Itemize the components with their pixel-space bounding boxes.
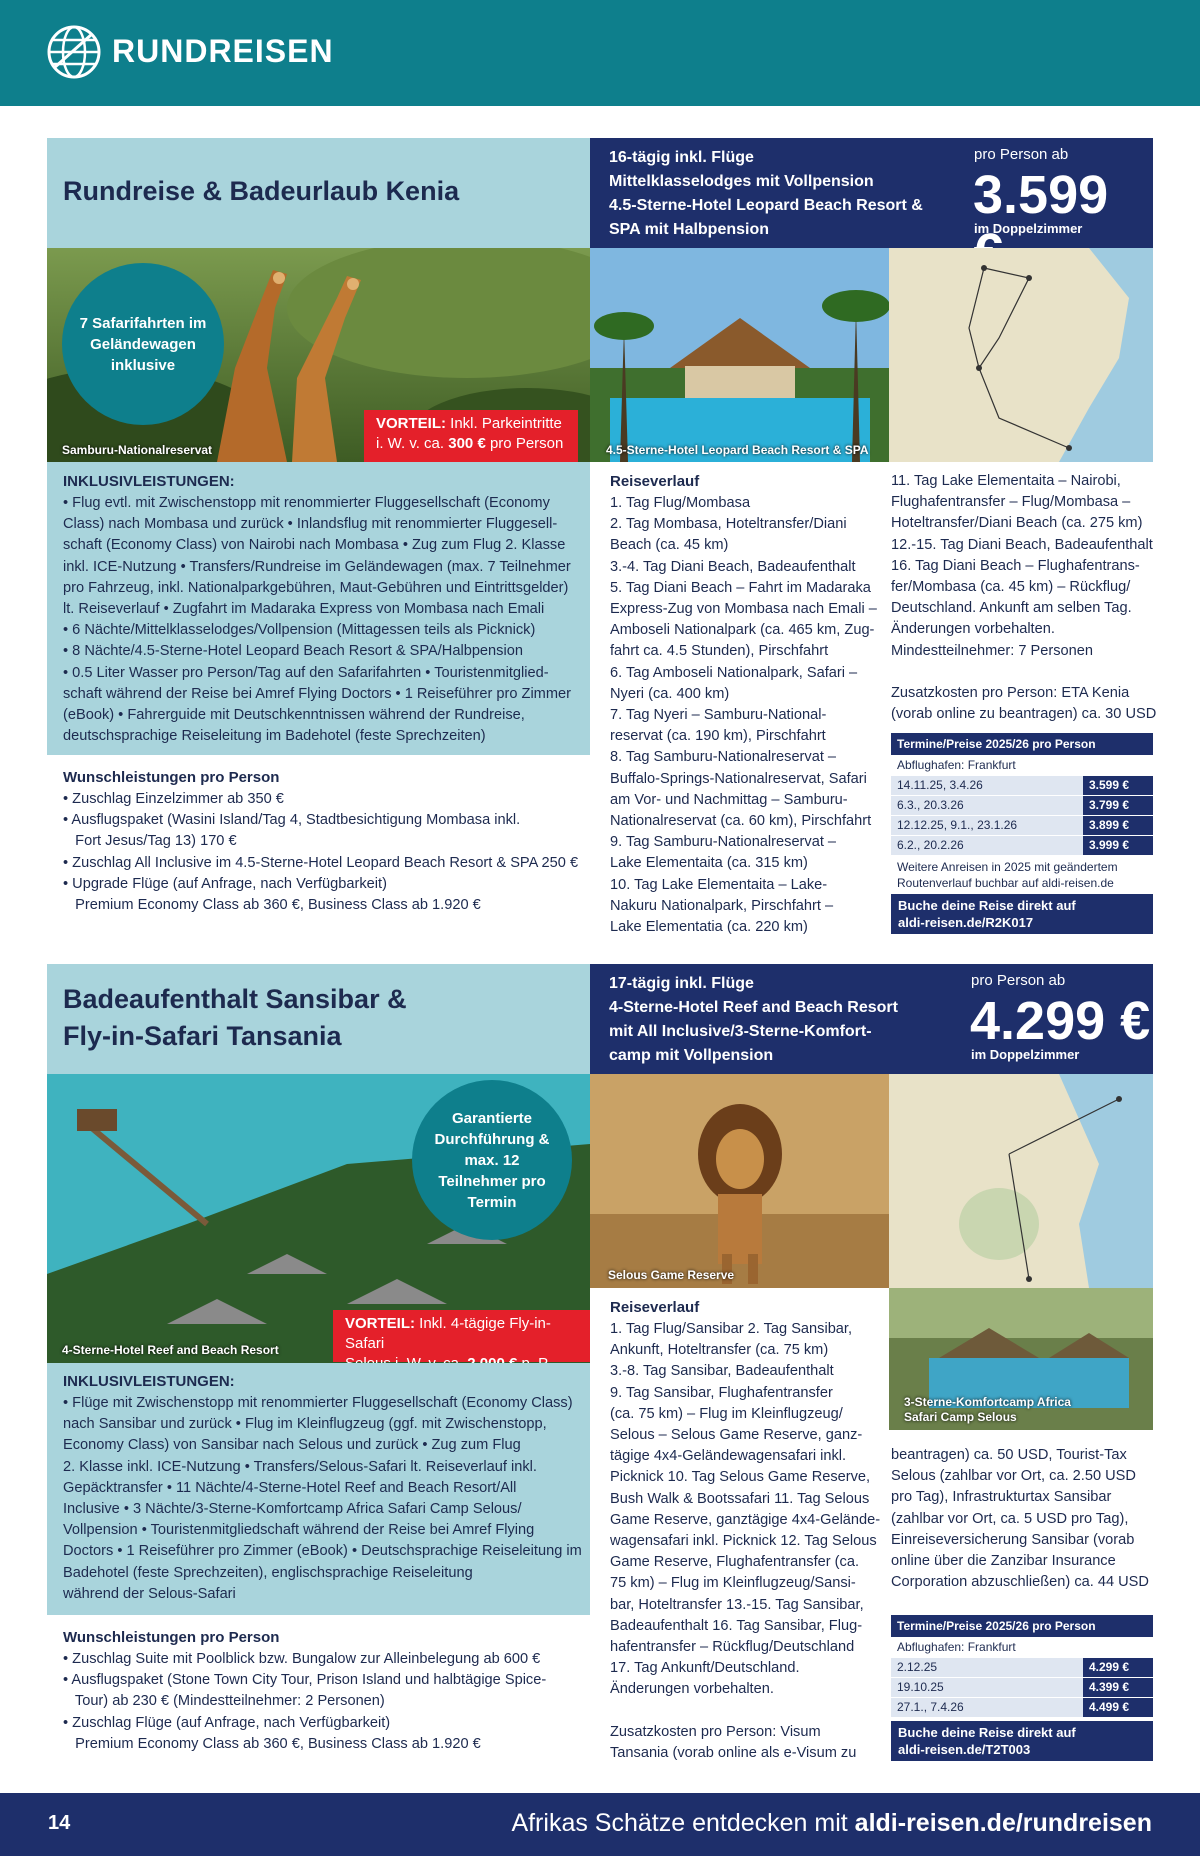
inclusive-list — [63, 493, 571, 747]
text-line: lt. Reiseverlauf • Zugfahrt im Madaraka Express von Mombasa nach Emali — [63, 601, 545, 618]
image-caption: 4.5-Sterne-Hotel Leopard Beach Resort & SPA — [606, 443, 869, 457]
table-header: Termine/Preise 2025/26 pro Person — [891, 1615, 1153, 1637]
table-row — [891, 1677, 1153, 1697]
text-line: Nyeri (ca. 400 km) — [610, 685, 730, 702]
price-cell: 4.299 € — [1083, 1657, 1153, 1677]
price-prefix: pro Person ab — [974, 146, 1069, 163]
sansibar-itinerary — [610, 1297, 880, 1764]
image-caption: Selous Game Reserve — [608, 1268, 735, 1282]
booking-url[interactable]: aldi-reisen.de/T2T003 — [898, 1741, 1031, 1757]
text-line: Fort Jesus/Tag 13) 170 € — [63, 833, 237, 850]
date-cell: 6.2., 20.2.26 — [891, 835, 1083, 855]
kenia-inclusive — [63, 471, 571, 747]
text-line: Tour) ab 230 € (Mindestteilnehmer: 2 Personen) — [63, 1693, 385, 1710]
kenia-price-table — [891, 733, 1153, 934]
text-line: • Ausflugspaket (Wasini Island/Tag 4, Stadtbesichtigung Mombasa inkl. — [63, 812, 521, 829]
text-line: Game Reserve, ganztägige 4x4-Gelände- — [610, 1511, 881, 1528]
sansibar-vorteil-badge — [333, 1310, 590, 1362]
text-line: Doctors • 1 Reiseführer pro Zimmer (eBook) • Deutschsprachige Reiseleitung im — [63, 1543, 582, 1560]
text-line: bar, Hoteltransfer 13.-15. Tag Sansibar, — [610, 1596, 864, 1613]
text-line: 6. Tag Amboseli Nationalpark, Safari – — [610, 664, 858, 681]
section-title: RUNDREISEN — [112, 33, 334, 69]
text-line: 17. Tag Ankunft/Deutschland. — [610, 1660, 800, 1677]
kenia-safari-badge: 7 Safarifahrten im Geländewagen inklusive — [62, 263, 224, 425]
text-line: pro Fahrzeug, inkl. Nationalparkgebühren, Maut-Gebühren und Eintrittsgelder) — [63, 579, 569, 596]
text-line: • Zuschlag Einzelzimmer ab 350 € — [63, 791, 284, 807]
kenia-offer-box — [590, 138, 1153, 248]
text-line: inkl. ICE-Nutzung • Transfers/Rundreise im Geländewagen (max. 7 Teilnehmer — [63, 558, 571, 575]
sansibar-extras — [63, 1627, 546, 1755]
booking-text: Buche deine Reise direkt auf — [898, 897, 1076, 913]
date-cell: 2.12.25 — [891, 1657, 1083, 1677]
text-line: Flughafentransfer – Flug/Mombasa – — [891, 494, 1131, 511]
feature-line: 16-tägig inkl. Flüge — [609, 149, 754, 166]
price-cell: 4.499 € — [1083, 1697, 1153, 1717]
text-line: Ankunft, Hoteltransfer (ca. 75 km) — [610, 1342, 829, 1359]
text-line: Badeaufenthalt 16. Tag Sansibar, Flug- — [610, 1617, 863, 1634]
text-line: Zusatzkosten pro Person: ETA Kenia — [891, 684, 1130, 701]
text-line: 8. Tag Samburu-Nationalreservat – — [610, 749, 837, 766]
tansania-route-map — [889, 1074, 1153, 1288]
price-cell: 3.999 € — [1083, 835, 1153, 855]
footer-text: Afrikas Schätze entdecken mit — [511, 1809, 848, 1837]
date-cell: 6.3., 20.3.26 — [891, 795, 1083, 815]
price-cell: 3.599 € — [1083, 775, 1153, 795]
sansibar-extra-costs — [891, 1445, 1149, 1593]
text-line: nach Sansibar und zurück • Flug im Kleinflugzeug (ggf. mit Zwischenstopp, — [63, 1416, 547, 1433]
text-line: schaft während der Reise bei Amref Flying Doctors • 1 Reiseführer pro Zimmer — [63, 685, 571, 702]
text-line: • 8 Nächte/4.5-Sterne-Hotel Leopard Beach Resort & SPA/Halbpension — [63, 643, 523, 660]
caption-line: Safari Camp Selous — [904, 1410, 1017, 1424]
table-row — [891, 775, 1153, 795]
itinerary-heading: Reiseverlauf — [610, 1299, 700, 1316]
kenia-route-map — [889, 248, 1153, 462]
itinerary-list — [610, 1319, 880, 1764]
feature-line: mit All Inclusive/3-Sterne-Komfort- — [609, 1023, 872, 1040]
sansibar-price-table — [891, 1615, 1153, 1761]
table-row — [891, 835, 1153, 855]
note-line: Routenverlauf buchbar auf aldi-reisen.de — [897, 875, 1114, 890]
vorteil-text: Inkl. 4-tägige Fly-in-Safari — [345, 1315, 551, 1352]
table-airport: Abflughafen: Frankfurt — [891, 755, 1153, 775]
text-line: 3.-4. Tag Diani Beach, Badeaufenthalt — [610, 558, 856, 575]
text-line: 75 km) – Flug im Kleinflugzeug/Sansi- — [610, 1575, 856, 1592]
page-header — [0, 0, 1200, 106]
room-type: im Doppelzimmer — [974, 221, 1083, 236]
footer-link[interactable]: aldi-reisen.de/rundreisen — [854, 1809, 1152, 1837]
footer-slogan — [511, 1809, 1152, 1838]
text-line: Picknick 10. Tag Selous Game Reserve, — [610, 1469, 871, 1486]
text-line: • Upgrade Flüge (auf Anfrage, nach Verfügbarkeit) — [63, 875, 387, 892]
text-line: Class) nach Mombasa und zurück • Inlandsflug mit renommierter Fluggesell- — [63, 516, 558, 533]
kenia-features — [609, 146, 923, 242]
table-header: Termine/Preise 2025/26 pro Person — [891, 733, 1153, 755]
text-line — [891, 662, 1156, 683]
date-cell: 14.11.25, 3.4.26 — [891, 775, 1083, 795]
sansibar-title — [63, 981, 407, 1055]
extras-list — [63, 789, 578, 916]
date-cell: 12.12.25, 9.1., 23.1.26 — [891, 815, 1083, 835]
inclusive-heading: INKLUSIVLEISTUNGEN: — [63, 1373, 235, 1390]
text-line: online über die Zanzibar Insurance — [891, 1553, 1116, 1570]
vorteil-amount: 300 € — [448, 435, 486, 452]
text-line: Selous (zahlbar vor Ort, ca. 2.50 USD — [891, 1468, 1136, 1485]
feature-line: SPA mit Halbpension — [609, 221, 770, 238]
text-line: Vollpension • Touristenmitgliedschaft während der Reise bei Amref Flying — [63, 1522, 535, 1539]
text-line: Game Reserve, Flughafentransfer (ca. — [610, 1554, 860, 1571]
text-line: • Zuschlag Flüge (auf Anfrage, nach Verfügbarkeit) — [63, 1714, 391, 1731]
image-caption: Samburu-Nationalreservat — [62, 443, 213, 457]
text-line: 1. Tag Flug/Mombasa — [610, 495, 751, 511]
date-cell: 27.1., 7.4.26 — [891, 1697, 1083, 1717]
text-line: Buffalo-Springs-Nationalreservat, Safari — [610, 770, 867, 787]
text-line: wagensafari inkl. Picknick 12. Tag Selous — [610, 1533, 877, 1550]
sansibar-booking-link[interactable] — [891, 1721, 1153, 1761]
text-line: • Zuschlag Suite mit Poolblick bzw. Bungalow zur Alleinbelegung ab 600 € — [63, 1651, 541, 1667]
text-line: während der Selous-Safari — [63, 1585, 236, 1602]
price-cell: 4.399 € — [1083, 1677, 1153, 1697]
kenia-vorteil-badge — [364, 410, 578, 462]
inclusive-list — [63, 1393, 582, 1605]
date-cell: 19.10.25 — [891, 1677, 1083, 1697]
inclusive-heading: INKLUSIVLEISTUNGEN: — [63, 473, 235, 490]
feature-line: 4-Sterne-Hotel Reef and Beach Resort — [609, 999, 898, 1016]
text-line: Selous – Selous Game Reserve, ganz- — [610, 1427, 863, 1444]
itinerary-heading: Reiseverlauf — [610, 473, 700, 490]
text-line: 5. Tag Diani Beach – Fahrt im Madaraka — [610, 579, 871, 596]
text-line: (ca. 75 km) – Flug im Kleinflugzeug/ — [610, 1405, 843, 1422]
text-line: • Ausflugspaket (Stone Town City Tour, Prison Island und halbtägige Spice- — [63, 1672, 547, 1689]
text-line: Premium Economy Class ab 360 €, Business Class ab 1.920 € — [63, 1735, 481, 1752]
text-line: Badehotel (feste Sprechzeiten), englischsprachige Reiseleitung — [63, 1564, 473, 1581]
text-line: fahrt ca. 4.5 Stunden), Pirschfahrt — [610, 643, 829, 660]
text-line: (zahlbar vor Ort, ca. 5 USD pro Tag), — [891, 1510, 1129, 1527]
lion-photo — [590, 1074, 889, 1288]
kenia-title-box — [47, 138, 590, 248]
text-line: 10. Tag Lake Elementaita – Lake- — [610, 876, 828, 893]
text-line: Amboseli Nationalpark (ca. 465 km, Zug- — [610, 622, 875, 639]
text-line: Lake Elementatia (ca. 220 km) — [610, 919, 808, 936]
vorteil-label: VORTEIL: — [345, 1315, 415, 1332]
globe-icon — [46, 24, 102, 80]
text-line: Tansania (vorab online als e-Visum zu — [610, 1744, 857, 1761]
kenia-price: 3.599 — [973, 165, 1109, 225]
vorteil-label: VORTEIL: — [376, 415, 446, 432]
text-line: Mindestteilnehmer: 7 Personen — [891, 642, 1093, 659]
text-line: • 6 Nächte/Mittelklasselodges/Vollpension (Mittagessen teils als Picknick) — [63, 622, 536, 639]
text-line: reservat (ca. 190 km), Pirschfahrt — [610, 728, 826, 745]
text-line: Änderungen vorbehalten. — [891, 621, 1055, 638]
text-line: 16. Tag Diani Beach – Flughafentrans- — [891, 557, 1140, 574]
sansibar-price: 4.299 € — [970, 991, 1151, 1051]
table-row — [891, 1697, 1153, 1717]
kenia-extras — [63, 767, 578, 916]
text-line: tägige 4x4-Geländewagensafari inkl. — [610, 1448, 847, 1465]
text-line: Zusatzkosten pro Person: Visum — [610, 1723, 821, 1740]
title-line: Fly-in-Safari Tansania — [63, 1021, 342, 1051]
text-line: 11. Tag Lake Elementaita – Nairobi, — [891, 473, 1121, 489]
kenia-title: Rundreise & Badeurlaub Kenia — [63, 176, 460, 206]
text-line: • Flug evtl. mit Zwischenstopp mit renommierter Fluggesellschaft (Economy — [63, 495, 550, 511]
extras-list — [63, 1649, 546, 1755]
text-line: Bush Walk & Bootssafari 11. Tag Selous — [610, 1490, 870, 1507]
text-line: beantragen) ca. 50 USD, Tourist-Tax — [891, 1447, 1127, 1463]
room-type: im Doppelzimmer — [971, 1047, 1080, 1062]
booking-text: Buche deine Reise direkt auf — [898, 1724, 1076, 1740]
text-line: Einreiseversicherung Sansibar (vorab — [891, 1531, 1135, 1548]
text-line: 2. Tag Mombasa, Hoteltransfer/Diani — [610, 516, 847, 533]
itinerary-list — [891, 471, 1156, 725]
text-line: • Flüge mit Zwischenstopp mit renommierter Fluggesellschaft (Economy Class) — [63, 1395, 573, 1411]
text-line: Änderungen vorbehalten. — [610, 1681, 774, 1698]
caption-line: 3-Sterne-Komfortcamp Africa — [904, 1395, 1071, 1409]
image-caption: 4-Sterne-Hotel Reef and Beach Resort — [62, 1343, 279, 1357]
vorteil-text: pro Person — [489, 435, 564, 452]
text-line: deutschsprachige Reiseleitung im Badehotel (feste Sprechzeiten) — [63, 728, 486, 745]
text-line: schaft (Economy Class) von Nairobi nach Mombasa • Zug zum Flug 2. Klasse — [63, 537, 566, 554]
text-line — [610, 1701, 880, 1722]
table-airport: Abflughafen: Frankfurt — [891, 1637, 1153, 1657]
table-row — [891, 1657, 1153, 1677]
kenia-itinerary — [610, 471, 877, 938]
text-line: Beach (ca. 45 km) — [610, 537, 729, 554]
extra-costs-list — [891, 1445, 1149, 1593]
sansibar-guarantee-badge: Garantierte Durchführung & max. 12 Teilnehmer pro Termin — [412, 1080, 572, 1240]
sansibar-inclusive — [63, 1371, 582, 1605]
feature-line: camp mit Vollpension — [609, 1047, 774, 1064]
itinerary-list — [610, 493, 877, 938]
text-line: 12.-15. Tag Diani Beach, Badeaufenthalt — [891, 536, 1153, 553]
text-line: 3.-8. Tag Sansibar, Badeaufenthalt — [610, 1363, 834, 1380]
text-line: Premium Economy Class ab 360 €, Business Class ab 1.920 € — [63, 897, 481, 914]
text-line: Nationalreservat (ca. 60 km), Pirschfahrt — [610, 813, 872, 830]
text-line: (eBook) • Fahrerguide mit Deutschkenntnissen während der Rundreise, — [63, 707, 525, 724]
text-line: • 0.5 Liter Wasser pro Person/Tag auf den Safarifahrten • Touristenmitglied- — [63, 664, 549, 681]
text-line: Express-Zug von Mombasa nach Emali – — [610, 601, 877, 618]
extras-heading: Wunschleistungen pro Person — [63, 769, 280, 786]
table-row — [891, 795, 1153, 815]
page-footer — [0, 1793, 1200, 1856]
text-line: (vorab online zu beantragen) ca. 30 USD — [891, 706, 1157, 723]
page-number: 14 — [48, 1812, 71, 1834]
hotel-photo — [590, 248, 889, 462]
text-line: Inclusive • 3 Nächte/3-Sterne-Komfortcamp Africa Safari Camp Selous/ — [63, 1501, 522, 1518]
text-line: Hoteltransfer/Diani Beach (ca. 275 km) — [891, 515, 1143, 532]
title-line: Badeaufenthalt Sansibar & — [63, 984, 407, 1014]
text-line: 9. Tag Samburu-Nationalreservat – — [610, 834, 837, 851]
text-line: Deutschland. Ankunft am selben Tag. — [891, 600, 1132, 617]
text-line: • Zuschlag All Inclusive im 4.5-Sterne-Hotel Leopard Beach Resort & SPA 250 € — [63, 854, 579, 871]
kenia-itinerary-2 — [891, 471, 1156, 725]
table-note — [897, 859, 1147, 891]
text-line: Economy Class) von Sansibar nach Selous und zurück • Zug zum Flug — [63, 1437, 521, 1454]
sansibar-features — [609, 972, 898, 1068]
vorteil-text: i. W. v. ca. — [376, 435, 445, 452]
text-line: 1. Tag Flug/Sansibar 2. Tag Sansibar, — [610, 1321, 853, 1337]
text-line: am Vor- und Nachmittag – Samburu- — [610, 791, 848, 808]
booking-url[interactable]: aldi-reisen.de/R2K017 — [898, 914, 1034, 930]
text-line: Lake Elementaita (ca. 315 km) — [610, 855, 808, 872]
sansibar-offer-box — [590, 964, 1153, 1074]
feature-line: 4.5-Sterne-Hotel Leopard Beach Resort & — [609, 197, 923, 214]
vorteil-text: Inkl. Parkeintritte — [450, 415, 562, 432]
text-line: 7. Tag Nyeri – Samburu-National- — [610, 707, 827, 724]
table-row — [891, 815, 1153, 835]
price-cell: 3.799 € — [1083, 795, 1153, 815]
text-line: Nakuru Nationalpark, Pirschfahrt – — [610, 897, 834, 914]
text-line: 9. Tag Sansibar, Flughafentransfer — [610, 1384, 833, 1401]
sansibar-title-box — [47, 964, 590, 1074]
extras-heading: Wunschleistungen pro Person — [63, 1629, 280, 1646]
image-caption — [904, 1395, 1071, 1425]
text-line: Gepäcktransfer • 11 Nächte/4-Sterne-Hotel Reef and Beach Resort/All — [63, 1479, 517, 1496]
kenia-booking-link[interactable] — [891, 894, 1153, 934]
text-line: Corporation abzuschließen) ca. 44 USD — [891, 1574, 1149, 1591]
price-cell: 3.899 € — [1083, 815, 1153, 835]
text-line: fer/Mombasa (ca. 45 km) – Rückflug/ — [891, 579, 1131, 596]
feature-line: Mittelklasselodges mit Vollpension — [609, 173, 874, 190]
text-line: pro Tag), Infrastrukturtax Sansibar — [891, 1489, 1112, 1506]
feature-line: 17-tägig inkl. Flüge — [609, 975, 754, 992]
text-line: 2. Klasse inkl. ICE-Nutzung • Transfers/Selous-Safari lt. Reiseverlauf inkl. — [63, 1458, 537, 1475]
price-prefix: pro Person ab — [971, 972, 1066, 989]
text-line: hafentransfer – Rückflug/Deutschland — [610, 1639, 855, 1656]
note-line: Weitere Anreisen in 2025 mit geändertem — [897, 859, 1118, 874]
